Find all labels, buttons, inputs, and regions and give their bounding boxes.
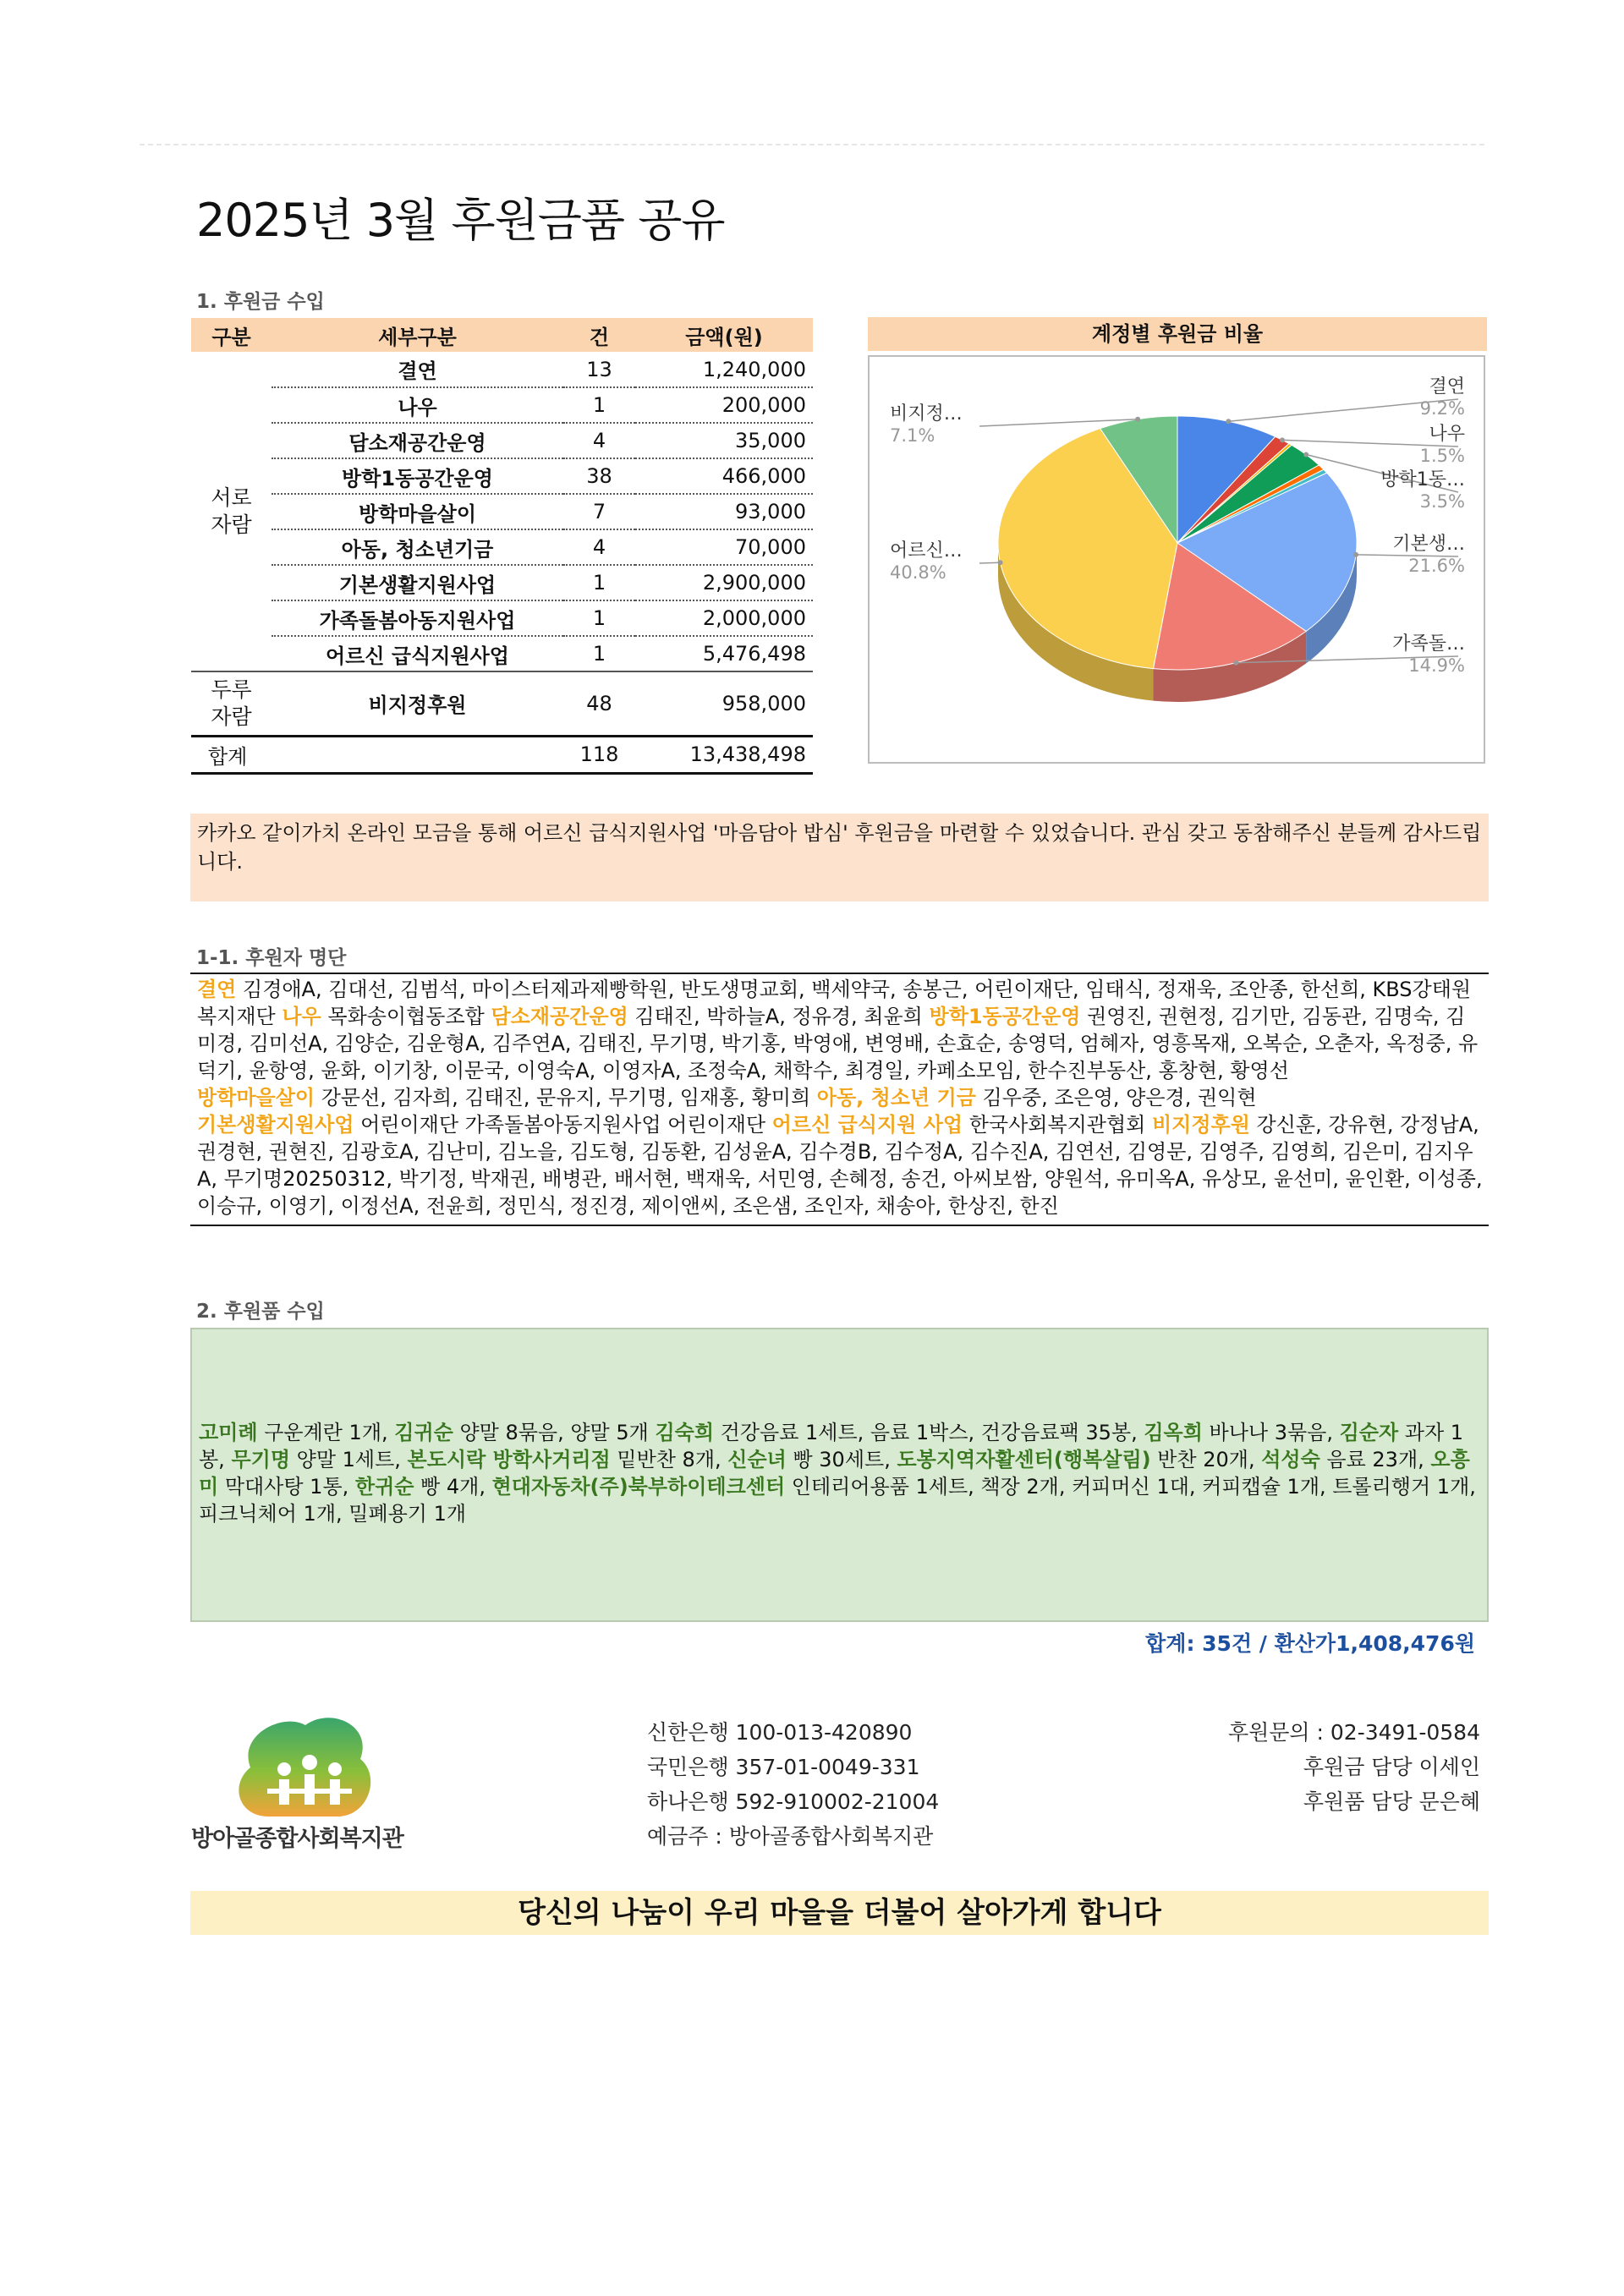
row-count: 1	[563, 600, 635, 636]
pie-leader-dot	[1233, 660, 1238, 666]
table-row	[191, 494, 813, 529]
donor-category-label: 방학1동공간운영	[929, 1005, 1081, 1028]
goods-donor-name: 본도시락 방학사거리점	[407, 1448, 611, 1471]
row-sub: 나우	[272, 387, 563, 423]
contact-money-manager: 후원금 담당 이세인	[1303, 1755, 1480, 1779]
section-donor-list: 1-1. 후원자 명단	[196, 947, 347, 969]
page-title: 2025년 3월 후원금품 공유	[196, 194, 725, 247]
table-row	[191, 671, 813, 736]
goods-donor-name: 도봉지역자활센터(행복살림)	[897, 1448, 1151, 1471]
col-header-category: 구분	[191, 318, 272, 352]
section-donation-income: 1. 후원금 수입	[196, 291, 325, 313]
donor-category-label: 방학마을살이	[197, 1086, 315, 1110]
row-sub: 방학마을살이	[272, 494, 563, 529]
col-header-subcategory: 세부구분	[272, 318, 563, 352]
contact-goods-manager: 후원품 담당 문은혜	[1303, 1789, 1480, 1814]
row-amount: 466,000	[635, 458, 813, 494]
donor-names: 김태진, 박하늘A, 정유경, 최윤희	[628, 1005, 930, 1028]
goods-items: 빵 30세트,	[786, 1448, 897, 1471]
pie-percent: 21.6%	[1408, 556, 1465, 576]
pie-percent: 3.5%	[1419, 491, 1465, 512]
top-divider	[140, 144, 1484, 145]
donor-names: 한국사회복지관협회	[963, 1113, 1152, 1137]
goods-items: 음료 23개,	[1320, 1448, 1431, 1471]
contact-info	[1228, 1715, 1480, 1819]
pie-label: 나우	[1429, 424, 1465, 445]
logo-text: 방아골종합사회복지관	[191, 1826, 403, 1852]
donor-category-label: 가족돌봄아동지원사업	[464, 1113, 661, 1137]
pie-percent: 40.8%	[890, 562, 946, 583]
row-amount: 2,000,000	[635, 600, 813, 636]
donor-names: 김우중, 조은영, 양은경, 권익현	[975, 1086, 1257, 1110]
income-table	[191, 318, 813, 775]
total-count: 118	[563, 736, 635, 773]
row-count: 38	[563, 458, 635, 494]
row-amount: 2,900,000	[635, 565, 813, 600]
row-count: 1	[563, 565, 635, 600]
goods-items: 밑반찬 8개,	[610, 1448, 728, 1471]
goods-donor-name: 한귀순	[354, 1475, 414, 1499]
pie-label: 가족돌…	[1392, 633, 1465, 655]
total-row	[191, 736, 813, 773]
total-amount: 13,438,498	[635, 736, 813, 773]
row-amount: 958,000	[635, 671, 813, 736]
goods-donor-name: 김옥희	[1144, 1421, 1203, 1444]
row-amount: 93,000	[635, 494, 813, 529]
pie-percent: 7.1%	[890, 425, 935, 446]
goods-total: 합계: 35건 / 환산가1,408,476원	[1145, 1631, 1475, 1656]
donor-names: 목화송이협동조합	[321, 1005, 491, 1028]
bank-line: 국민은행 357-01-0049-331	[647, 1755, 920, 1779]
donor-names: 어린이재단	[354, 1113, 465, 1137]
thanks-note: 카카오 같이가치 온라인 모금을 통해 어르신 급식지원사업 '마음담아 밥심' 후원금을 마련할 수 있었습니다. 관심 갖고 동참해주신 분들께 감사드립니다.	[190, 814, 1489, 901]
category-seoro: 서로 자람	[211, 485, 252, 537]
table-row	[191, 529, 813, 565]
pie-leader-dot	[1226, 419, 1231, 424]
donor-category-label: 기본생활지원사업	[197, 1113, 354, 1137]
slogan-banner: 당신의 나눔이 우리 마을을 더불어 살아가게 합니다	[190, 1891, 1489, 1935]
goods-items: 인테리어용품 1세트, 책장 2개, 커피머신 1대, 커피캡슐 1개, 트롤리행거 1개, 피크닉체어 1개, 밀폐용기 1개	[199, 1475, 1476, 1526]
bank-line: 하나은행 592-910002-21004	[647, 1789, 940, 1814]
row-sub: 방학1동공간운영	[272, 458, 563, 494]
row-count: 13	[563, 352, 635, 387]
pie-label: 어르신…	[890, 540, 963, 562]
table-row	[191, 458, 813, 494]
table-row	[191, 387, 813, 423]
donor-category-label: 나우	[282, 1005, 321, 1028]
chart-title: 계정별 후원금 비율	[868, 317, 1487, 351]
goods-donor-name: 오흥미	[199, 1448, 1470, 1499]
col-header-amount: 금액(원)	[635, 318, 813, 352]
goods-donor-name: 김순자	[1339, 1421, 1399, 1444]
row-sub: 담소재공간운영	[272, 423, 563, 458]
row-count: 1	[563, 387, 635, 423]
bank-accounts	[647, 1715, 939, 1854]
pie-leader-dot	[1135, 417, 1140, 422]
bank-line: 신한은행 100-013-420890	[647, 1720, 913, 1745]
pie-chart-svg	[870, 357, 1484, 762]
total-label: 합계	[191, 736, 272, 773]
goods-items: 반찬 20개,	[1150, 1448, 1262, 1471]
pie-leader-dot	[1303, 452, 1309, 458]
donor-names: 강문선, 김자희, 김태진, 문유지, 무기명, 임재홍, 황미희	[315, 1086, 817, 1110]
pie-label: 결연	[1429, 376, 1465, 397]
goods-items: 막대사탕 1통,	[218, 1475, 355, 1499]
goods-items: 구운계란 1개,	[257, 1421, 395, 1444]
table-row	[191, 352, 813, 387]
col-header-count: 건	[563, 318, 635, 352]
row-amount: 5,476,498	[702, 642, 806, 666]
row-sub: 아동, 청소년기금	[272, 529, 563, 565]
goods-list	[190, 1328, 1489, 1622]
goods-donor-name: 고미례	[199, 1421, 258, 1444]
table-row	[191, 423, 813, 458]
row-sub: 가족돌봄아동지원사업	[272, 600, 563, 636]
goods-donor-name: 신순녀	[727, 1448, 787, 1471]
table-row	[191, 565, 813, 600]
row-count: 4	[563, 423, 635, 458]
donor-names: 강신훈, 강유현, 강정남A, 권경현, 권현진, 김광호A, 김난미, 김노을, 김도형, 김동환, 김성윤A, 김수경B, 김수정A, 김수진A, 김연선, 김영문, 김영주, 김영희, 김은미, 김지우A, 무기명20250312, 박기정, 박재권, 배병관, 배서현, 백재욱, 서민영, 손혜정, 송건, 아씨보쌈, 양원석, 유미옥A, 유상모, 윤선미, 윤인환, 이성종, 이승규, 이영기, 이정선A, 전윤희, 정민식, 정진경, 제이앤씨, 조은샘, 조인자, 채송아, 한상진, 한진	[197, 1113, 1483, 1218]
donor-category-label: 비지정후원	[1152, 1113, 1250, 1137]
donor-list	[190, 973, 1489, 1226]
row-sub: 기본생활지원사업	[272, 565, 563, 600]
goods-donor-name: 현대자동차(주)북부하이테크센터	[491, 1475, 786, 1499]
donor-names: 권영진, 권현정, 김기만, 김동관, 김명숙, 김미경, 김미선A, 김양순, 김운형A, 김주연A, 김태진, 무기명, 박기홍, 박영애, 변영배, 손효순, 송영덕, 엄혜자, 영흥목재, 오복순, 오춘자, 옥정중, 유덕기, 윤항영, 윤화, 이기창, 이문국, 이영숙A, 이영자A, 조정숙A, 채학수, 최경일, 카페소모임, 한수진부동산, 홍창현, 황영선	[197, 1005, 1479, 1082]
pie-chart	[868, 355, 1485, 764]
account-holder: 예금주 : 방아골종합사회복지관	[647, 1824, 934, 1849]
pie-leader-line	[979, 562, 1001, 563]
table-row	[191, 636, 813, 671]
goods-items: 과자 1봉,	[199, 1421, 1464, 1471]
donor-category-label: 어르신 급식지원 사업	[771, 1113, 963, 1137]
goods-items: 바나나 3묶음,	[1202, 1421, 1340, 1444]
row-count: 1	[592, 642, 606, 666]
row-sub: 비지정후원	[272, 671, 563, 736]
pie-leader-dot	[1280, 437, 1285, 442]
row-amount: 35,000	[635, 423, 813, 458]
section-goods-income: 2. 후원품 수입	[196, 1301, 325, 1323]
pie-percent: 14.9%	[1408, 655, 1465, 676]
pie-leader-dot	[1353, 552, 1358, 557]
row-count: 4	[563, 529, 635, 565]
pie-label: 방학1동…	[1380, 469, 1465, 490]
pie-label: 비지정…	[890, 403, 963, 425]
row-amount: 1,240,000	[635, 352, 813, 387]
donor-category-label: 결연	[197, 978, 237, 1001]
goods-donor-name: 김귀순	[394, 1421, 453, 1444]
goods-items: 빵 4개,	[414, 1475, 492, 1499]
donor-names: 어린이재단	[661, 1113, 772, 1137]
pie-leader-dot	[998, 560, 1003, 565]
category-duru: 두루 자람	[191, 671, 272, 736]
pie-percent: 9.2%	[1419, 398, 1465, 419]
donor-category-label: 담소재공간운영	[491, 1005, 628, 1028]
goods-donor-name: 김숙희	[655, 1421, 715, 1444]
pie-label: 기본생…	[1392, 534, 1465, 555]
row-amount: 70,000	[635, 529, 813, 565]
donor-category-label: 아동, 청소년 기금	[816, 1086, 976, 1110]
row-sub: 결연	[272, 352, 563, 387]
table-row	[191, 600, 813, 636]
goods-items: 양말 1세트,	[290, 1448, 408, 1471]
row-amount: 200,000	[635, 387, 813, 423]
contact-phone: 후원문의 : 02-3491-0584	[1227, 1720, 1480, 1745]
goods-items: 양말 8묶음, 양말 5개	[453, 1421, 656, 1444]
row-count: 7	[563, 494, 635, 529]
donor-names: 김경애A, 김대선, 김범석, 마이스터제과제빵학원, 반도생명교회, 백세약국, 송봉근, 어린이재단, 임태식, 정재욱, 조안종, 한선희, KBS강태원복지재단	[197, 978, 1472, 1028]
goods-donor-name: 무기명	[231, 1448, 291, 1471]
goods-items: 건강음료 1세트, 음료 1박스, 건강음료팩 35봉,	[714, 1421, 1144, 1444]
row-sub: 어르신 급식지원사업	[325, 644, 509, 668]
pie-percent: 1.5%	[1419, 446, 1465, 466]
goods-donor-name: 석성숙	[1261, 1448, 1320, 1471]
row-count: 48	[563, 671, 635, 736]
